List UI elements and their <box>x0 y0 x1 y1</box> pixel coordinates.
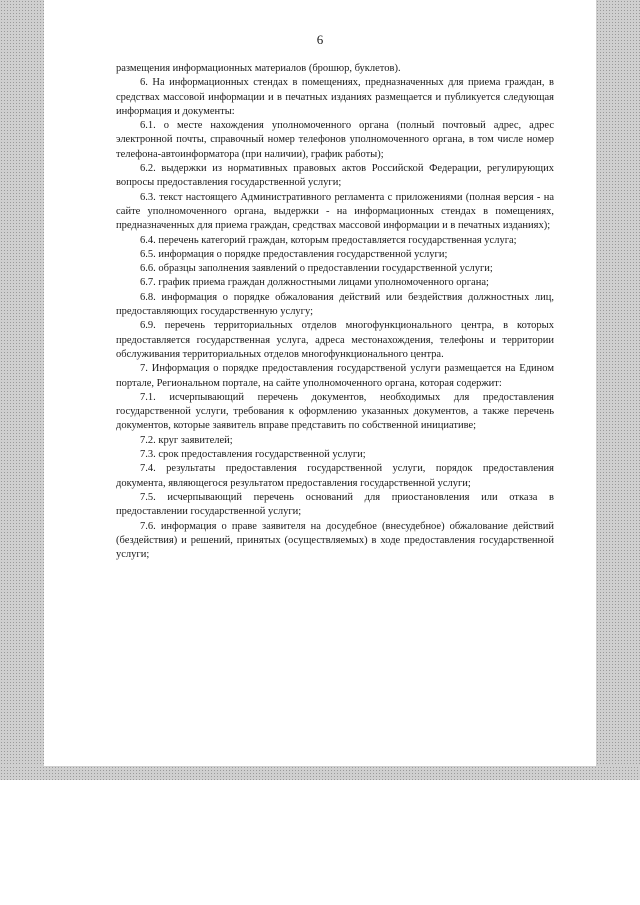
paragraph: 7.5. исчерпывающий перечень оснований для приостановления или отказа в предоставлении государственной услуги; <box>116 491 554 518</box>
paragraph: 7.2. круг заявителей; <box>140 434 233 446</box>
paragraph: 6.6. образцы заполнения заявлений о предоставлении государственной услуги; <box>140 263 493 275</box>
paragraph: 7.4. результаты предоставления государственной услуги, порядок предоставления документа, являющегося результатом предоставления государственной услуги; <box>116 463 554 489</box>
paragraph: размещения информационных материалов (брошюр, буклетов). <box>116 63 401 74</box>
paragraph: 7.3. срок предоставления государственной услуги; <box>140 449 366 461</box>
scan-border-bottom <box>0 766 640 780</box>
scan-border-right <box>596 0 640 780</box>
paragraph: 6.1. о месте нахождения уполномоченного органа (полный почтовый адрес, адрес электронной почты, справочный номер телефонов уполномоченного органа, в том числе номер телефона-автоинформатора (при наличии), график работы); <box>116 120 554 160</box>
page-number: 6 <box>316 32 324 47</box>
paragraph: 7.6. информация о праве заявителя на досудебное (внесудебное) обжалование действий (бездействия) и решений, принятых (осуществляемых) в ходе предоставления государственной услуги; <box>116 520 554 561</box>
paragraph: 6. На информационных стендах в помещениях, предназначенных для приема граждан, в средствах массовой информации и в печатных изданиях размещается и публикуется следующая информация и документы: <box>116 77 554 117</box>
paragraph: 7. Информация о порядке предоставления государственой услуги размещается на Едином портале, Региональном портале, на сайте уполномоченного органа, которая содержит: <box>116 363 554 389</box>
paragraph: 7.1. исчерпывающий перечень документов, необходимых для предоставления государственной услуги, требования к оформлению указанных документов, а также перечень документов, которые заявитель вправе представить по собственной инициативе; <box>116 391 554 432</box>
scan-border-left <box>0 0 44 780</box>
document-body <box>116 62 554 562</box>
paragraph: 6.8. информация о порядке обжалования действий или бездействия должностных лиц, предоставляющих государственную услугу; <box>116 291 554 318</box>
paragraph: 6.3. текст настоящего Административного регламента с приложениями (полная версия - на сайте уполномоченного органа, выдержки - на информационных стендах в помещениях, предназначенных для приема граждан, средствах массовой информации и в печатных изданиях); <box>116 191 554 232</box>
paragraph: 6.9. перечень территориальных отделов многофункционального центра, в которых предоставляется государственная услуга, адреса местонахождения, телефоны и территории обслуживания территориальных отделов многофункционального центра. <box>116 320 554 360</box>
paragraph: 6.2. выдержки из нормативных правовых актов Российской Федерации, регулирующих вопросы предоставления государственной услуги; <box>116 163 554 189</box>
paragraph: 6.5. информация о порядке предоставления государственной услуги; <box>140 248 448 260</box>
paragraph: 6.7. график приема граждан должностными лицами уполномоченного органа; <box>140 277 489 289</box>
paragraph: 6.4. перечень категорий граждан, которым предоставляется государственная услуга; <box>140 234 517 246</box>
